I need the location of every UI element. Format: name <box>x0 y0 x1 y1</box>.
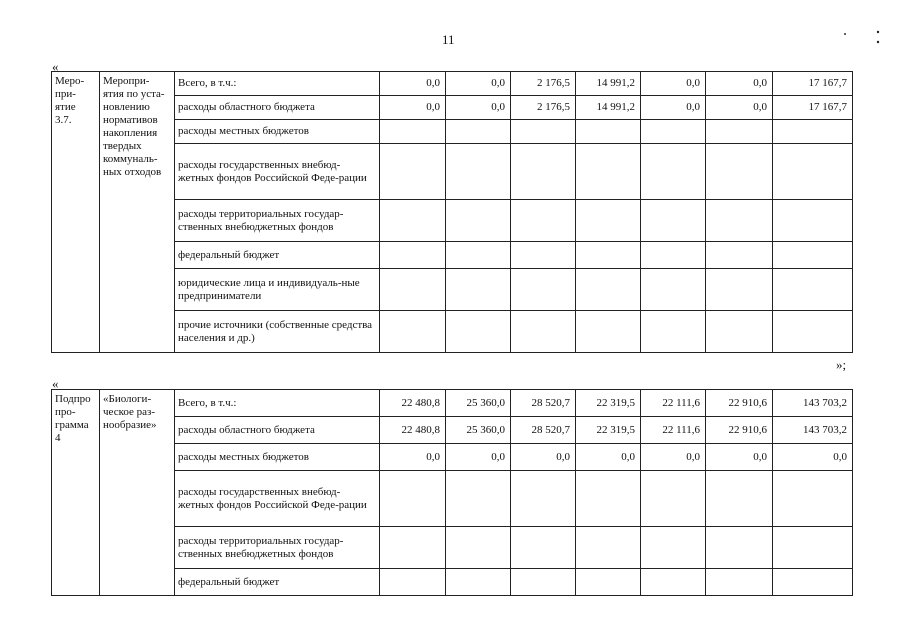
section-1-open-quote: « <box>52 59 59 74</box>
section-2-open-quote: « <box>52 376 59 391</box>
year-value-cell: 0,0 <box>641 96 706 120</box>
year-value-cell: 22 480,8 <box>380 390 446 417</box>
total-value-cell <box>773 471 853 527</box>
year-value-cell: 0,0 <box>576 444 641 471</box>
year-value-cell <box>380 269 446 311</box>
year-value-cell <box>446 242 511 269</box>
section-1-close-quote: »; <box>836 357 847 372</box>
year-value-cell <box>446 144 511 200</box>
year-value-cell <box>511 311 576 353</box>
year-value-cell: 2 176,5 <box>511 96 576 120</box>
total-value-cell: 17 167,7 <box>773 96 853 120</box>
year-value-cell <box>576 471 641 527</box>
year-value-cell <box>641 200 706 242</box>
year-value-cell: 22 319,5 <box>576 417 641 444</box>
year-value-cell: 0,0 <box>380 444 446 471</box>
year-value-cell <box>576 144 641 200</box>
year-value-cell <box>446 471 511 527</box>
table-row <box>52 390 853 417</box>
year-value-cell <box>380 144 446 200</box>
year-value-cell: 0,0 <box>446 96 511 120</box>
program-code-cell: Меро- при- ятие 3.7. <box>52 72 100 353</box>
year-value-cell <box>576 120 641 144</box>
year-value-cell: 22 910,6 <box>706 390 773 417</box>
scan-artifact-marks <box>840 28 890 48</box>
year-value-cell <box>641 569 706 596</box>
year-value-cell: 14 991,2 <box>576 72 641 96</box>
funding-source-label: расходы территориальных государ-ственных внебюджетных фондов <box>175 200 380 242</box>
year-value-cell: 0,0 <box>641 444 706 471</box>
year-value-cell <box>446 120 511 144</box>
year-value-cell <box>380 200 446 242</box>
funding-source-label: расходы местных бюджетов <box>175 120 380 144</box>
funding-source-label: расходы областного бюджета <box>175 417 380 444</box>
year-value-cell: 14 991,2 <box>576 96 641 120</box>
year-value-cell <box>706 144 773 200</box>
year-value-cell <box>706 269 773 311</box>
year-value-cell: 0,0 <box>641 72 706 96</box>
year-value-cell: 0,0 <box>380 72 446 96</box>
year-value-cell <box>446 311 511 353</box>
page-number: 11 <box>442 32 455 47</box>
budget-table-subprogram-4 <box>51 389 853 596</box>
year-value-cell <box>511 144 576 200</box>
funding-source-label: Всего, в т.ч.: <box>175 390 380 417</box>
year-value-cell <box>641 120 706 144</box>
total-value-cell <box>773 144 853 200</box>
funding-source-label: расходы местных бюджетов <box>175 444 380 471</box>
funding-source-label: прочие источники (собственные средства населения и др.) <box>175 311 380 353</box>
total-value-cell: 143 703,2 <box>773 390 853 417</box>
total-value-cell <box>773 200 853 242</box>
year-value-cell: 22 910,6 <box>706 417 773 444</box>
year-value-cell <box>641 471 706 527</box>
year-value-cell <box>511 569 576 596</box>
funding-source-label: расходы государственных внебюд-жетных фондов Российской Феде-рации <box>175 471 380 527</box>
year-value-cell <box>380 311 446 353</box>
year-value-cell: 22 480,8 <box>380 417 446 444</box>
year-value-cell: 0,0 <box>511 444 576 471</box>
funding-source-label: юридические лица и индивидуаль-ные предприниматели <box>175 269 380 311</box>
total-value-cell <box>773 527 853 569</box>
year-value-cell: 0,0 <box>706 444 773 471</box>
total-value-cell <box>773 269 853 311</box>
year-value-cell <box>706 527 773 569</box>
year-value-cell <box>380 569 446 596</box>
year-value-cell <box>706 242 773 269</box>
year-value-cell: 2 176,5 <box>511 72 576 96</box>
table-row <box>52 72 853 96</box>
year-value-cell <box>576 242 641 269</box>
year-value-cell: 22 319,5 <box>576 390 641 417</box>
year-value-cell <box>511 200 576 242</box>
program-name-cell: Меропри- ятия по уста- новлению нормативов накопления твердых коммуналь- ных отходов <box>100 72 175 353</box>
total-value-cell <box>773 569 853 596</box>
year-value-cell <box>511 242 576 269</box>
program-name-cell: «Биологи- ческое раз- нообразие» <box>100 390 175 596</box>
year-value-cell <box>446 569 511 596</box>
year-value-cell <box>511 120 576 144</box>
funding-source-label: расходы государственных внебюд-жетных фондов Российской Феде-рации <box>175 144 380 200</box>
year-value-cell <box>380 242 446 269</box>
year-value-cell <box>446 200 511 242</box>
total-value-cell: 17 167,7 <box>773 72 853 96</box>
year-value-cell <box>706 311 773 353</box>
year-value-cell <box>511 269 576 311</box>
funding-source-label: Всего, в т.ч.: <box>175 72 380 96</box>
year-value-cell <box>380 471 446 527</box>
funding-source-label: расходы областного бюджета <box>175 96 380 120</box>
year-value-cell: 22 111,6 <box>641 417 706 444</box>
year-value-cell <box>380 120 446 144</box>
year-value-cell <box>511 527 576 569</box>
total-value-cell: 0,0 <box>773 444 853 471</box>
year-value-cell <box>446 527 511 569</box>
year-value-cell <box>706 471 773 527</box>
total-value-cell <box>773 242 853 269</box>
year-value-cell: 0,0 <box>706 72 773 96</box>
year-value-cell <box>576 200 641 242</box>
year-value-cell <box>576 527 641 569</box>
year-value-cell <box>576 311 641 353</box>
year-value-cell: 22 111,6 <box>641 390 706 417</box>
year-value-cell <box>641 144 706 200</box>
year-value-cell: 0,0 <box>706 96 773 120</box>
year-value-cell <box>511 471 576 527</box>
year-value-cell <box>706 200 773 242</box>
year-value-cell <box>446 269 511 311</box>
funding-source-label: расходы территориальных государ-ственных внебюджетных фондов <box>175 527 380 569</box>
year-value-cell: 0,0 <box>380 96 446 120</box>
year-value-cell: 0,0 <box>446 444 511 471</box>
funding-source-label: федеральный бюджет <box>175 242 380 269</box>
year-value-cell: 25 360,0 <box>446 390 511 417</box>
year-value-cell: 28 520,7 <box>511 390 576 417</box>
total-value-cell <box>773 120 853 144</box>
year-value-cell <box>706 120 773 144</box>
year-value-cell: 25 360,0 <box>446 417 511 444</box>
total-value-cell: 143 703,2 <box>773 417 853 444</box>
total-value-cell <box>773 311 853 353</box>
year-value-cell <box>576 269 641 311</box>
year-value-cell <box>641 269 706 311</box>
budget-table-measure-3-7 <box>51 71 853 353</box>
program-code-cell: Подпро про- грамма 4 <box>52 390 100 596</box>
year-value-cell <box>641 242 706 269</box>
year-value-cell: 28 520,7 <box>511 417 576 444</box>
funding-source-label: федеральный бюджет <box>175 569 380 596</box>
year-value-cell <box>380 527 446 569</box>
year-value-cell <box>641 311 706 353</box>
year-value-cell <box>576 569 641 596</box>
year-value-cell: 0,0 <box>446 72 511 96</box>
year-value-cell <box>641 527 706 569</box>
year-value-cell <box>706 569 773 596</box>
